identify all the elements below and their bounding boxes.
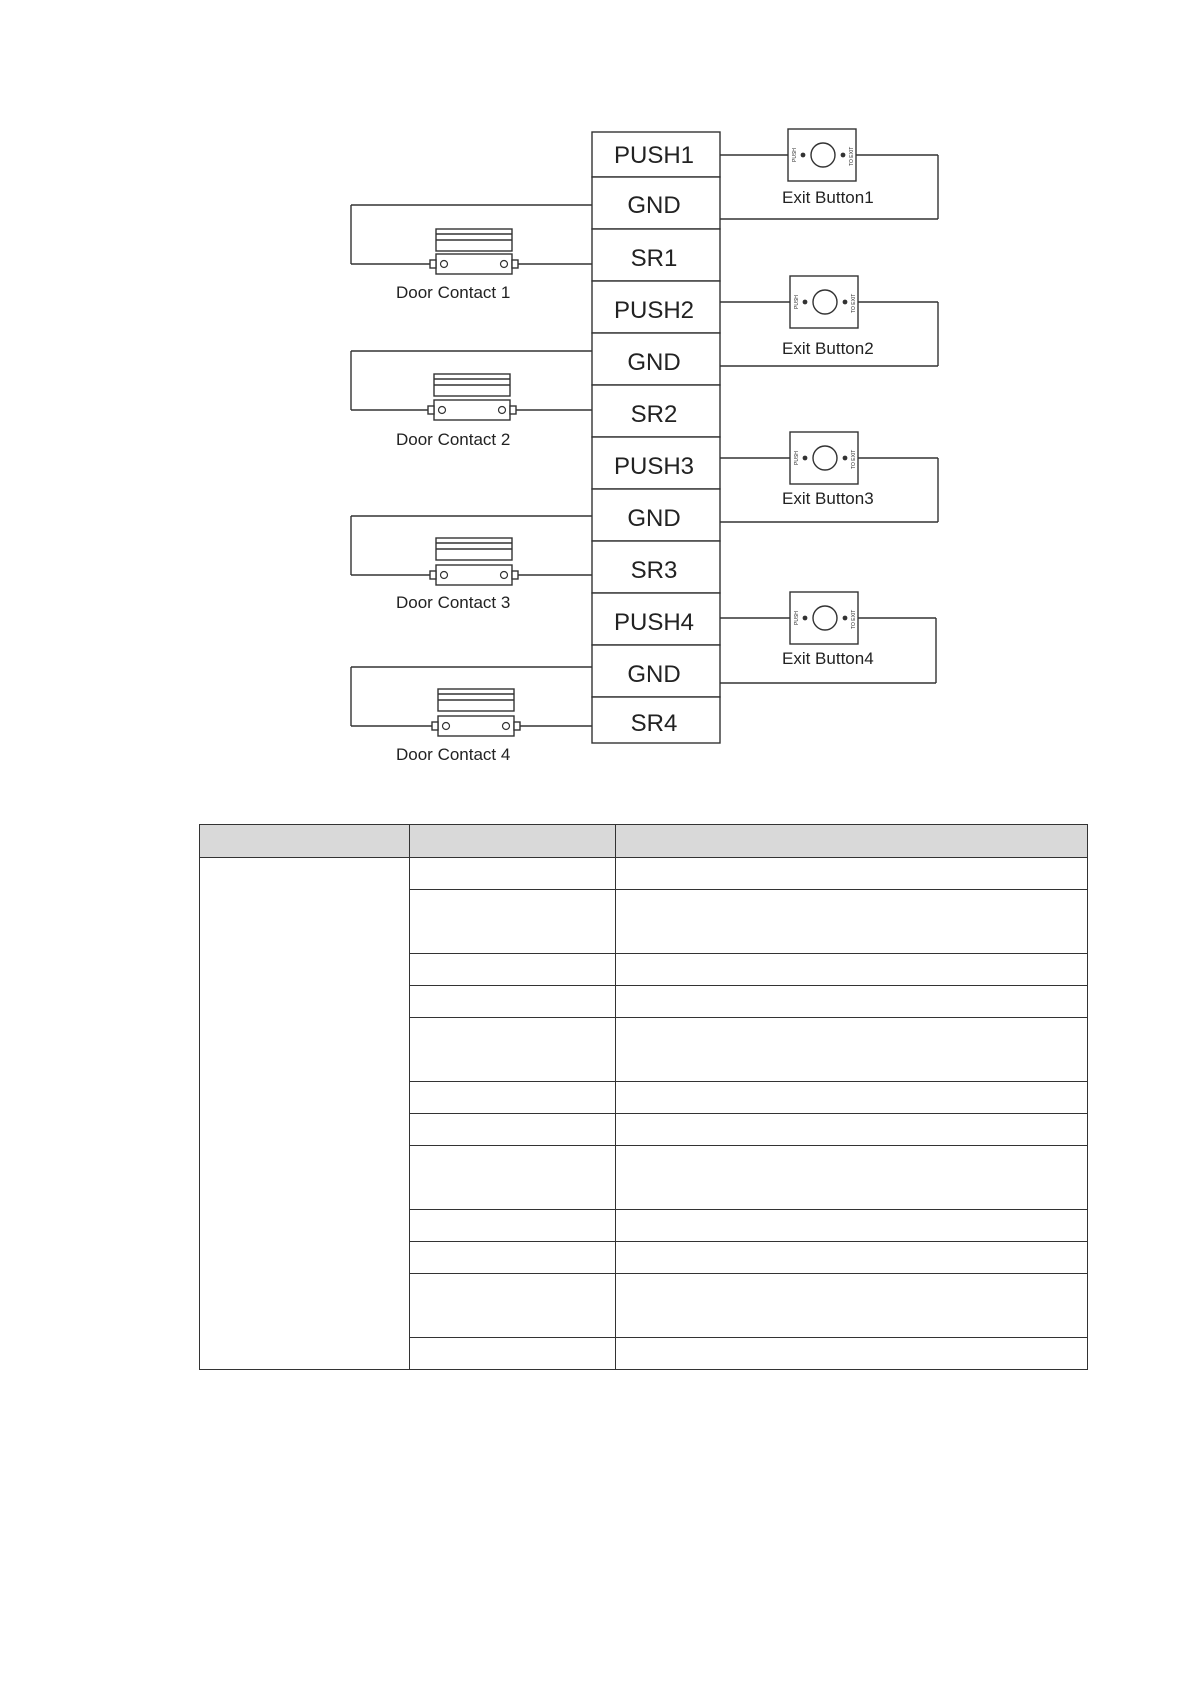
table-cell: [616, 1018, 1088, 1082]
terminal-label: GND: [627, 505, 681, 532]
exit-button-mini-right: TO EXIT: [851, 449, 857, 469]
spec-table: [199, 824, 1088, 1370]
screw-icon: [443, 723, 450, 730]
exit-button-mini-left: PUSH: [792, 148, 798, 162]
table-cell: [410, 890, 616, 954]
exit-button-mini-right: TO EXIT: [851, 609, 857, 629]
table-cell: [410, 1018, 616, 1082]
exit-button-mini-left: PUSH: [794, 295, 800, 309]
screw-icon: [503, 723, 510, 730]
door-contact-label: Door Contact 3: [396, 593, 511, 612]
table-header-cell: [410, 825, 616, 858]
table-cell: [616, 1274, 1088, 1338]
terminal-label: SR1: [630, 245, 678, 272]
table-cell: [616, 1146, 1088, 1210]
exit-button-2: [720, 276, 938, 366]
wiring-diagram: [0, 0, 1191, 800]
table-cell: [616, 954, 1088, 986]
table-cell: [410, 1210, 616, 1242]
screw-icon: [499, 407, 506, 414]
exit-button-mini-left: PUSH: [794, 451, 800, 465]
table-cell: [616, 1242, 1088, 1274]
table-cell: [616, 1210, 1088, 1242]
exit-button-1: [720, 129, 938, 219]
table-cell: [616, 986, 1088, 1018]
screw-icon: [441, 572, 448, 579]
screw-icon: [501, 572, 508, 579]
table-cell: [616, 1114, 1088, 1146]
door-contact-4: [351, 667, 592, 764]
door-contact-1: [351, 205, 592, 302]
table-cell: [616, 1082, 1088, 1114]
exit-button-mini-right: TO EXIT: [849, 146, 855, 166]
exit-button-3: [720, 432, 938, 522]
exit-button-mini-left: PUSH: [794, 611, 800, 625]
terminal-label: SR2: [630, 401, 678, 428]
table-cell: [410, 1146, 616, 1210]
exit-button-label: Exit Button1: [782, 188, 874, 207]
screw-icon: [441, 261, 448, 268]
door-contact-label: Door Contact 2: [396, 430, 511, 449]
terminal-label: PUSH4: [613, 609, 695, 636]
door-contact-3: [351, 516, 592, 612]
door-contact-2: [351, 351, 592, 449]
exit-button-4: [720, 592, 936, 683]
table-header-cell: [200, 825, 410, 858]
table-cell: [410, 954, 616, 986]
terminal-label: GND: [627, 192, 681, 219]
table-cell: [616, 890, 1088, 954]
table-row: [200, 858, 1088, 890]
table-header-row: [200, 825, 1088, 858]
terminal-label: PUSH3: [613, 453, 695, 480]
exit-button-label: Exit Button2: [782, 339, 874, 358]
table-group-cell: [200, 858, 410, 1370]
table-cell: [410, 858, 616, 890]
terminal-label: PUSH2: [613, 297, 695, 324]
push-button-icon: [813, 606, 837, 630]
terminal-label: GND: [627, 349, 681, 376]
screw-icon: [501, 261, 508, 268]
terminal-label: PUSH1: [613, 142, 695, 169]
table-cell: [616, 1338, 1088, 1370]
door-contact-label: Door Contact 4: [396, 745, 511, 764]
push-button-icon: [813, 446, 837, 470]
table-cell: [410, 1082, 616, 1114]
table-cell: [616, 858, 1088, 890]
push-button-icon: [811, 143, 835, 167]
table-cell: [410, 1274, 616, 1338]
push-button-icon: [813, 290, 837, 314]
table-cell: [410, 1338, 616, 1370]
door-contact-label: Door Contact 1: [396, 283, 511, 302]
exit-button-mini-right: TO EXIT: [851, 293, 857, 313]
terminal-label: GND: [627, 661, 681, 688]
table-cell: [410, 1242, 616, 1274]
exit-button-label: Exit Button4: [782, 649, 874, 668]
terminal-label: SR3: [630, 557, 678, 584]
exit-button-label: Exit Button3: [782, 489, 874, 508]
terminal-strip: [592, 132, 720, 743]
terminal-label: SR4: [630, 710, 678, 737]
table-cell: [410, 1114, 616, 1146]
table-header-cell: [616, 825, 1088, 858]
table-cell: [410, 986, 616, 1018]
screw-icon: [439, 407, 446, 414]
